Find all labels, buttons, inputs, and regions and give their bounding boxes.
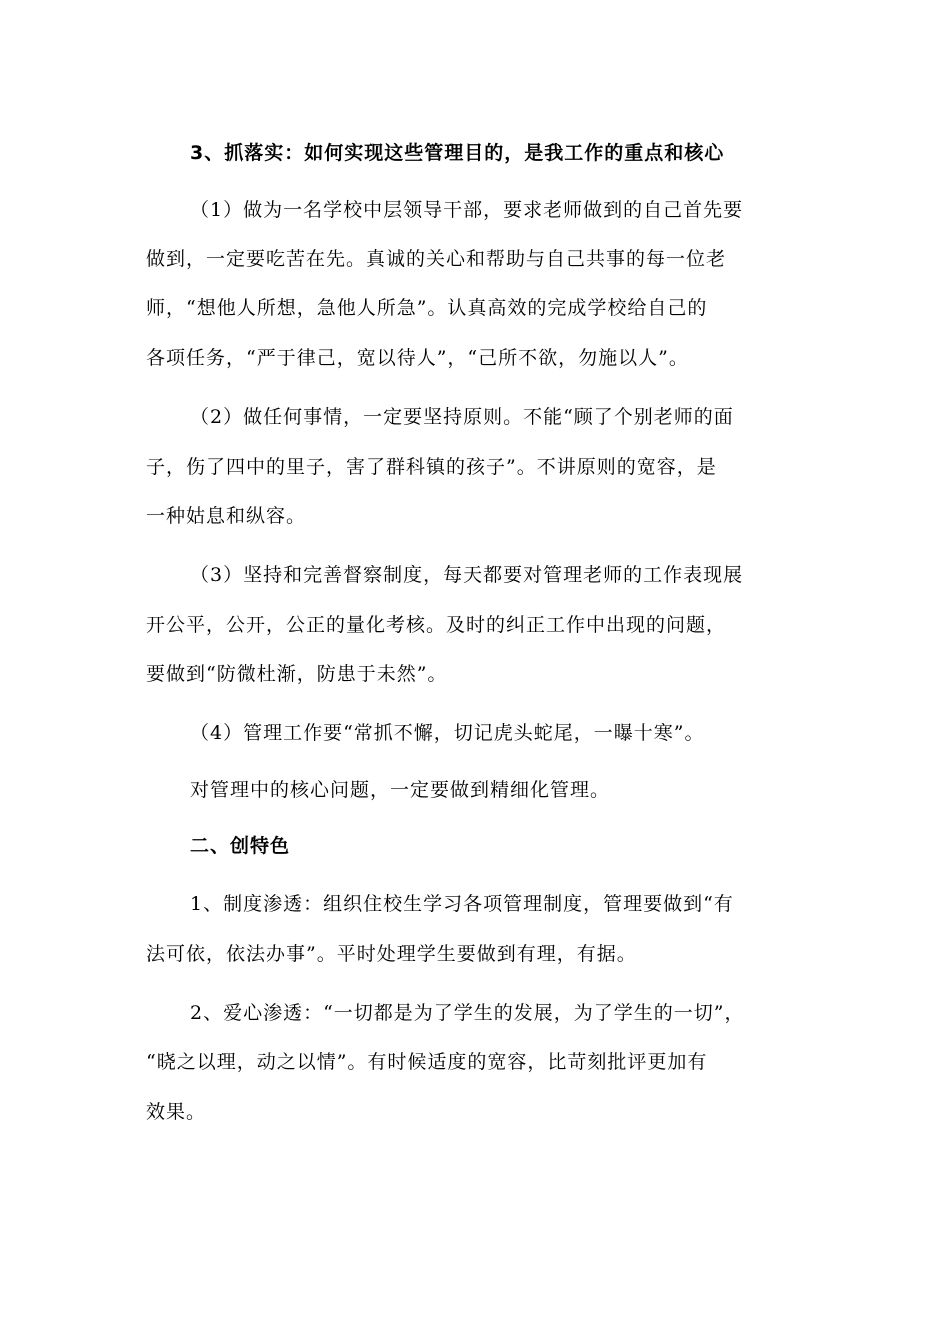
paragraph-line: “晓之以理，动之以情”。有时候适度的宽容，比苛刻批评更加有: [146, 1051, 708, 1073]
paragraph-line: 要做到“防微杜渐，防患于未然”。: [146, 663, 448, 685]
paragraph-line: 对管理中的核心问题，一定要做到精细化管理。: [190, 779, 611, 801]
section-heading-2: 二、创特色: [190, 835, 291, 857]
paragraph-line: 子，伤了四中的里子，害了群科镇的孩子”。不讲原则的宽容，是: [146, 456, 717, 478]
paragraph-line: （1）做为一名学校中层领导干部，要求老师做到的自己首先要: [190, 199, 744, 221]
paragraph-line: 开公平，公开，公正的量化考核。及时的纠正工作中出现的问题，: [146, 614, 727, 636]
paragraph-line: 做到，一定要吃苦在先。真诚的关心和帮助与自己共事的每一位老: [146, 248, 727, 270]
paragraph-line: 师，“想他人所想，急他人所急”。认真高效的完成学校给自己的: [146, 297, 708, 319]
paragraph-line: （2）做任何事情，一定要坚持原则。不能“顾了个别老师的面: [190, 406, 734, 428]
paragraph-line: （4）管理工作要“常抓不懈，切记虎头蛇尾，一曝十寒”。: [190, 722, 705, 744]
paragraph-line: 2、爱心渗透：“一切都是为了学生的发展，为了学生的一切”，: [190, 1002, 745, 1024]
paragraph-line: 法可依，依法办事”。平时处理学生要做到有理，有据。: [146, 943, 637, 965]
paragraph-line: 各项任务，“严于律己，宽以待人”，“己所不欲，勿施以人”。: [146, 347, 689, 369]
paragraph-line: 一种姑息和纵容。: [146, 505, 307, 527]
section-heading-3: 3、抓落实：如何实现这些管理目的，是我工作的重点和核心: [190, 142, 725, 164]
paragraph-line: （3）坚持和完善督察制度，每天都要对管理老师的工作表现展: [190, 564, 744, 586]
paragraph-line: 效果。: [146, 1101, 207, 1123]
paragraph-line: 1、制度渗透：组织住校生学习各项管理制度，管理要做到“有: [190, 893, 734, 915]
